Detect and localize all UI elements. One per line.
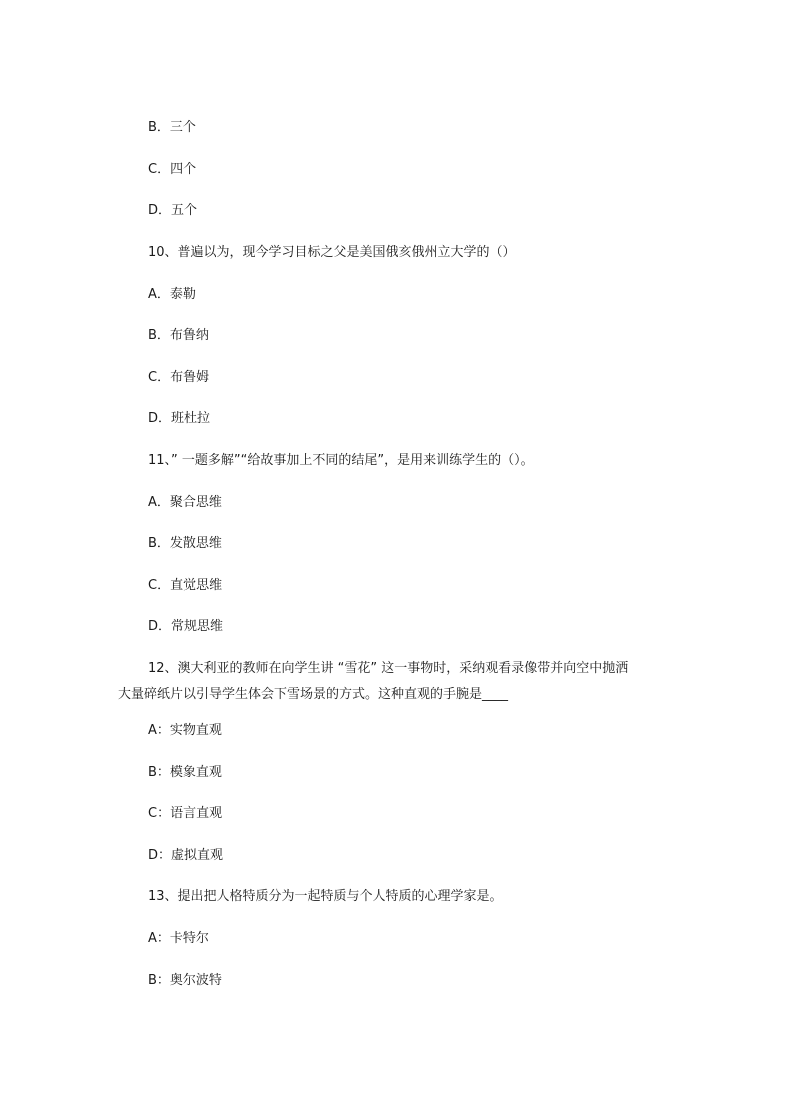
q9-option-d: D．五个 bbox=[148, 203, 198, 218]
question-10: 10、普遍以为，现今学习目标之父是美国俄亥俄州立大学的（） bbox=[148, 245, 516, 260]
q13-option-b: B：奥尔波特 bbox=[148, 973, 222, 988]
question-11: 11、” 一题多解”“给故事加上不同的结尾”，是用来训练学生的（）。 bbox=[148, 453, 534, 468]
q9-option-c: C．四个 bbox=[148, 162, 197, 177]
question-13: 13、提出把人格特质分为一起特质与个人特质的心理学家是。 bbox=[148, 889, 503, 904]
q13-option-a: A：卡特尔 bbox=[148, 931, 209, 946]
q10-option-a: A．泰勒 bbox=[148, 287, 196, 302]
q11-option-c: C．直觉思维 bbox=[148, 578, 223, 593]
question-12-line-2: 大量碎纸片以引导学生体会下雪场景的方式。这种直观的手腕是____ bbox=[118, 687, 509, 702]
q10-option-c: C．布鲁姆 bbox=[148, 370, 210, 385]
q10-option-d: D．班杜拉 bbox=[148, 411, 211, 426]
q11-option-d: D．常规思维 bbox=[148, 619, 224, 634]
q11-option-b: B．发散思维 bbox=[148, 536, 222, 551]
q12-option-d: D：虚拟直观 bbox=[148, 848, 224, 863]
q10-option-b: B．布鲁纳 bbox=[148, 328, 209, 343]
q11-option-a: A．聚合思维 bbox=[148, 495, 222, 510]
q12-option-a: A：实物直观 bbox=[148, 723, 222, 738]
question-12-line-1: 12、澳大利亚的教师在向学生讲 “雪花” 这一事物时，采纳观看录像带并向空中抛洒 bbox=[148, 661, 629, 676]
q12-option-b: B：模象直观 bbox=[148, 765, 222, 780]
q9-option-b: B．三个 bbox=[148, 120, 196, 135]
q12-option-c: C：语言直观 bbox=[148, 806, 223, 821]
